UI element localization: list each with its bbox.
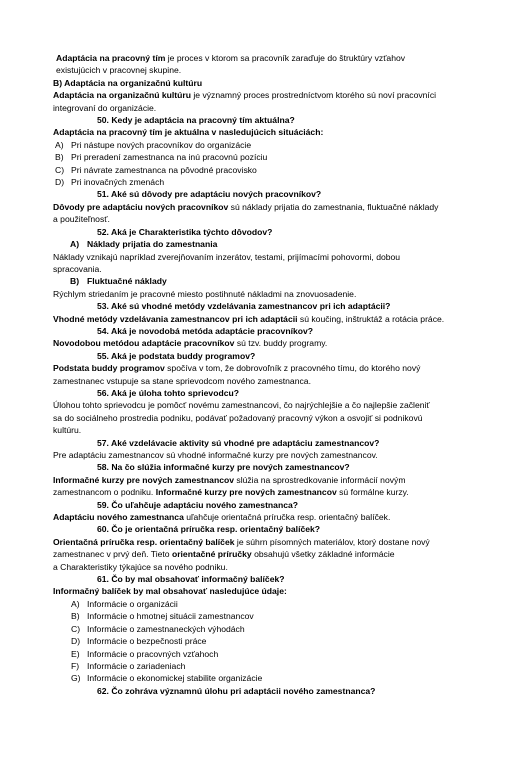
list-marker: B) — [55, 152, 64, 163]
list-item-text: Pri inovačných zmenách — [71, 177, 165, 188]
list-marker: A) — [71, 598, 80, 609]
subheading-marker: A) — [70, 239, 80, 250]
list-marker: G) — [71, 673, 81, 684]
question-heading: 51. Aké sú dôvody pre adaptáciu nových pracovníkov? — [97, 189, 322, 200]
list-item — [53, 660, 473, 672]
paragraph-line: Pre adaptáciu zamestnancov sú vhodné informačné kurzy pre nových zamestnancov. — [53, 450, 378, 460]
list-item-text: Informácie o bezpečnosti práce — [87, 636, 207, 647]
bold-term: Informačné kurzy pre nových zamestnancov — [155, 487, 337, 498]
paragraph-line — [53, 201, 473, 213]
list-item — [53, 623, 473, 635]
question-heading: 57. Aké vzdelávacie aktivity sú vhodné pre adaptáciu zamestnancov? — [97, 437, 380, 448]
text-run: zamestnanec v prvý deň. Tieto — [53, 549, 172, 560]
bold-term: Vhodné metódy vzdelávania zamestnancov pri ich adaptácii — [53, 313, 298, 324]
list-marker: D) — [55, 177, 65, 188]
bold-term: B) Adaptácia na organizačnú kultúru — [53, 77, 203, 88]
list-item-text: Informácie o zariadeniach — [87, 660, 186, 671]
list-item — [53, 648, 473, 660]
question-heading: 56. Aká je úloha tohto sprievodcu? — [97, 387, 239, 398]
list-marker: B) — [71, 611, 80, 622]
question-heading: 52. Aká je Charakteristika týchto dôvodov? — [97, 226, 273, 237]
list-item — [53, 635, 473, 647]
paragraph-line — [53, 337, 473, 349]
question-heading: 50. Kedy je adaptácia na pracovný tím aktuálna? — [97, 115, 295, 126]
paragraph-line — [53, 362, 473, 374]
question-heading: 58. Na čo slúžia informačné kurzy pre nových zamestnancov? — [97, 462, 350, 473]
list-item-text: Informácie o hmotnej situácii zamestnancov — [87, 611, 254, 622]
subheading-text: Fluktuačné náklady — [87, 276, 167, 287]
text-run: slúžia na sprostredkovanie informácií novým — [234, 474, 406, 485]
paragraph-line — [53, 77, 473, 89]
bold-term: Adaptácia na pracovný tím — [56, 53, 166, 63]
paragraph-line: a Charakteristiky týkajúce sa nového podniku. — [53, 561, 228, 572]
list-item — [53, 610, 473, 622]
list-marker: E) — [71, 648, 80, 659]
paragraph-line: Rýchlym striedaním je pracovné miesto postihnuté nákladmi na znovuosadenie. — [53, 288, 357, 299]
list-marker: C) — [71, 623, 81, 634]
bold-term: Adaptácia na pracovný tím je aktuálna v nasledujúcich situáciách: — [53, 127, 324, 138]
bold-term: Informačný balíček by mal obsahovať nasledujúce údaje: — [53, 586, 287, 597]
bold-term: orientačné príručky — [171, 549, 252, 560]
subheading-text: Náklady prijatia do zamestnania — [87, 239, 218, 250]
subheading-marker: B) — [70, 276, 80, 287]
paragraph-line: kultúru. — [53, 425, 82, 436]
paragraph-line: sa do sociálneho prostredia podniku, podávať požadovaný pracovný výkon a osvojiť si podnikovú — [53, 412, 423, 423]
question-heading: 53. Aké sú vhodné metódy vzdelávania zamestnancov pri ich adaptácii? — [97, 301, 391, 312]
paragraph-line — [53, 89, 473, 101]
paragraph-line — [53, 548, 473, 560]
text-run: spočíva v tom, že dobrovoľník z pracovného tímu, do ktorého nový — [164, 363, 421, 374]
paragraph-line: zamestnanec vstupuje sa stane sprievodcom nového zamestnanca. — [53, 375, 311, 386]
text-run: zamestnancom o podniku. — [53, 487, 156, 498]
bold-term: Podstata buddy programov — [53, 363, 165, 374]
list-item — [53, 598, 473, 610]
document-body — [53, 52, 473, 697]
list-item — [53, 151, 473, 163]
bold-term: Novodobou metódou adaptácie pracovníkov — [53, 338, 235, 349]
bold-term: Adaptáciu nového zamestnanca — [53, 512, 184, 523]
paragraph-line — [53, 486, 473, 498]
question-heading: 54. Aká je novodobá metóda adaptácie pracovníkov? — [97, 325, 314, 336]
bold-term: Orientačná príručka resp. orientačný balíček — [53, 536, 235, 547]
paragraph-line: integrovaní do organizácie. — [53, 102, 157, 113]
list-item — [53, 164, 473, 176]
text-run: sú náklady prijatia do zamestnania, fluktuačné náklady — [228, 201, 439, 212]
text-run: uľahčuje orientačná príručka resp. orientačný balíček. — [183, 512, 391, 523]
list-item-text: Informácie o organizácii — [87, 598, 178, 609]
question-heading: 62. Čo zohráva významnú úlohu pri adaptácii nového zamestnanca? — [97, 685, 376, 696]
question-heading: 55. Aká je podstata buddy programov? — [97, 350, 256, 361]
paragraph-line — [53, 536, 473, 548]
list-marker: F) — [71, 660, 80, 671]
list-marker: C) — [55, 164, 65, 175]
text-run: je proces v ktorom sa pracovník zaraďuje do štruktúry vzťahov — [165, 53, 406, 63]
list-item-text: Informácie o zamestnaneckých výhodách — [87, 623, 245, 634]
paragraph-line — [53, 52, 473, 64]
list-item-text: Pri návrate zamestnanca na pôvodné pracovisko — [71, 164, 257, 175]
question-heading: 60. Čo je orientačná príručka resp. orientačný balíček? — [97, 524, 321, 535]
subheading — [53, 238, 473, 250]
list-item-text: Pri nástupe nových pracovníkov do organizácie — [71, 139, 252, 150]
paragraph-line: existujúcich v pracovnej skupine. — [56, 65, 182, 76]
paragraph-line — [53, 126, 473, 138]
paragraph-line — [53, 313, 473, 325]
text-run: obsahujú všetky základné informácie — [251, 549, 395, 560]
list-item-text: Pri preradení zamestnanca na inú pracovnú pozíciu — [71, 152, 268, 163]
bold-term: Adaptácia na organizačnú kultúru — [53, 90, 191, 101]
paragraph-line: Náklady vznikajú napríklad zverejňovaním inzerátov, testami, prijímacími pohovormi, dobou — [53, 251, 401, 262]
subheading — [53, 275, 473, 287]
paragraph-line: a použiteľnosť. — [53, 214, 110, 225]
question-heading: 59. Čo uľahčuje adaptáciu nového zamestnanca? — [97, 499, 299, 510]
list-item-text: Informácie o ekonomickej stabilite organizácie — [87, 673, 263, 684]
list-marker: D) — [71, 636, 81, 647]
paragraph-line — [53, 474, 473, 486]
question-heading: 61. Čo by mal obsahovať informačný balíček? — [97, 574, 285, 585]
text-run: sú koučing, inštruktáž a rotácia práce. — [297, 313, 445, 324]
paragraph-line: Úlohou tohto sprievodcu je pomôcť novému zamestnancovi, čo najrýchlejšie a čo najlepšie začleniť — [53, 400, 430, 411]
text-run: je súhrn písomných materiálov, ktorý dostane nový — [234, 536, 430, 547]
list-item-text: Informácie o pracovných vzťahoch — [87, 648, 219, 659]
text-run: sú tzv. buddy programy. — [234, 338, 328, 349]
bold-term: Informačné kurzy pre nových zamestnancov — [53, 474, 235, 485]
list-marker: A) — [55, 139, 64, 150]
list-item — [53, 672, 473, 684]
paragraph-line: spracovania. — [53, 263, 102, 274]
list-item — [53, 139, 473, 151]
paragraph-line — [53, 511, 473, 523]
text-run: sú formálne kurzy. — [336, 487, 409, 498]
list-item — [53, 176, 473, 188]
paragraph-line — [53, 585, 473, 597]
bold-term: Dôvody pre adaptáciu nových pracovníkov — [53, 201, 229, 212]
text-run: je významný proces prostredníctvom ktorého sú noví pracovníci — [191, 90, 437, 101]
